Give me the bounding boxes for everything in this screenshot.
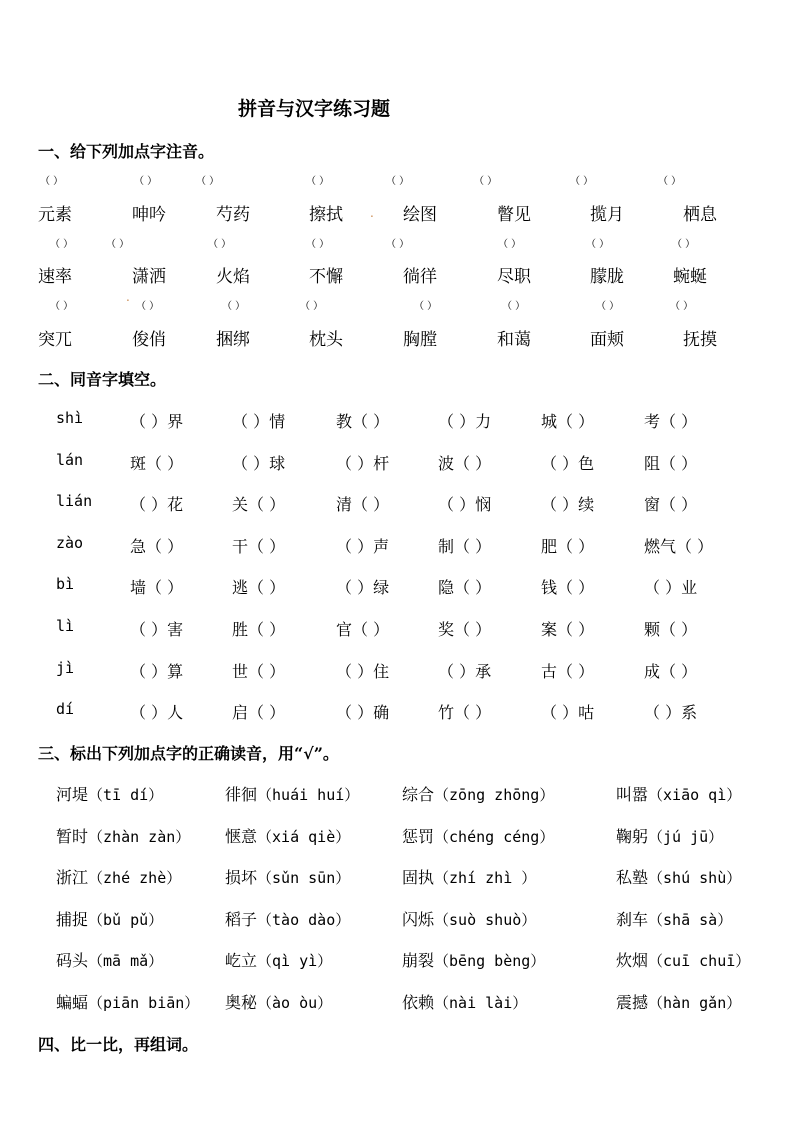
answer-paren[interactable]: （ ） (196, 176, 220, 187)
fill-blank-item[interactable]: 制（ ） (438, 537, 492, 556)
answer-paren[interactable]: （ ） (672, 239, 696, 250)
word-item: 栖息 (683, 205, 717, 225)
emphasis-dot: . (370, 206, 374, 220)
answer-paren[interactable]: （ ） (570, 176, 594, 187)
section2-heading: 二、同音字填空。 (38, 370, 167, 389)
fill-blank-item[interactable]: 案（ ） (541, 620, 595, 639)
fill-blank-item[interactable]: 波（ ） (438, 454, 492, 473)
answer-paren[interactable]: （ ） (502, 301, 526, 312)
answer-paren[interactable]: （ ） (106, 239, 130, 250)
pronunciation-word: 炊烟 (616, 951, 649, 970)
pinyin-options[interactable]: （hàn gǎn） (648, 994, 742, 1012)
word-item: 捆绑 (216, 330, 250, 350)
pronunciation-word: 浙江 (56, 868, 89, 887)
pinyin-label: lán (56, 451, 84, 469)
pinyin-label: zào (56, 534, 84, 552)
pinyin-options[interactable]: （ào òu） (257, 994, 333, 1012)
fill-blank-item[interactable]: 世（ ） (232, 662, 286, 681)
word-item: 尽职 (497, 267, 531, 287)
fill-blank-item[interactable]: （ ）杆 (336, 454, 390, 473)
pronunciation-item[interactable] (616, 907, 732, 930)
pinyin-options[interactable]: （zhí zhì ） (434, 869, 537, 887)
answer-paren[interactable]: （ ） (658, 176, 682, 187)
pinyin-label: jì (56, 659, 75, 677)
pronunciation-item[interactable] (225, 824, 350, 847)
word-item: 绘图 (403, 205, 437, 225)
word-item: 不懈 (309, 267, 343, 287)
fill-blank-item[interactable]: （ ）承 (438, 662, 492, 681)
pronunciation-item[interactable] (616, 990, 741, 1013)
fill-blank-item[interactable]: （ ）确 (336, 703, 390, 722)
pronunciation-word: 综合 (402, 785, 435, 804)
fill-blank-item[interactable]: 斑（ ） (130, 454, 184, 473)
section3-heading: 三、标出下列加点字的正确读音，用“√”。 (38, 744, 339, 763)
pronunciation-word: 鞠躬 (616, 827, 649, 846)
word-item: 抚摸 (683, 330, 717, 350)
pinyin-options[interactable]: （cuī chuī） (648, 952, 751, 970)
pronunciation-word: 暂时 (56, 827, 89, 846)
fill-blank-item[interactable]: （ ）球 (232, 454, 286, 473)
fill-blank-item[interactable]: （ ）情 (232, 412, 286, 431)
fill-blank-item[interactable]: 奖（ ） (438, 620, 492, 639)
pronunciation-word: 私塾 (616, 868, 649, 887)
word-item: 朦胧 (590, 267, 624, 287)
answer-paren[interactable]: （ ） (306, 176, 330, 187)
word-item: 速率 (38, 267, 72, 287)
pronunciation-item[interactable] (56, 948, 163, 971)
pronunciation-word: 捕捉 (56, 910, 89, 929)
pinyin-options[interactable]: （qì yì） (257, 952, 333, 970)
answer-paren[interactable]: （ ） (306, 239, 330, 250)
pinyin-options[interactable]: （sǔn sūn） (257, 869, 351, 887)
pronunciation-item[interactable] (225, 990, 332, 1013)
pronunciation-word: 奥秘 (225, 993, 258, 1012)
pronunciation-item[interactable] (56, 865, 181, 888)
pronunciation-word: 依赖 (402, 993, 435, 1012)
pronunciation-item[interactable] (616, 948, 750, 971)
word-item: 潇洒 (132, 267, 166, 287)
pronunciation-item[interactable] (225, 948, 332, 971)
answer-paren[interactable]: （ ） (136, 301, 160, 312)
pronunciation-item[interactable] (402, 907, 536, 930)
fill-blank-item[interactable]: 关（ ） (232, 495, 286, 514)
pronunciation-word: 损坏 (225, 868, 258, 887)
word-item: 蜿蜒 (673, 267, 707, 287)
word-item: 瞥见 (497, 205, 531, 225)
pronunciation-word: 徘徊 (225, 785, 258, 804)
pronunciation-item[interactable] (402, 782, 554, 805)
pronunciation-word: 码头 (56, 951, 89, 970)
word-item: 火焰 (216, 267, 250, 287)
answer-paren[interactable]: （ ） (208, 239, 232, 250)
pinyin-label: bì (56, 575, 75, 593)
pinyin-label: lián (56, 492, 93, 510)
fill-blank-item[interactable]: （ ）人 (130, 703, 184, 722)
fill-blank-item[interactable]: （ ）续 (541, 495, 595, 514)
pronunciation-word: 震撼 (616, 993, 649, 1012)
fill-blank-item[interactable]: 竹（ ） (438, 703, 492, 722)
pinyin-label: lì (56, 617, 75, 635)
pronunciation-item[interactable] (402, 865, 536, 888)
fill-blank-item[interactable]: 胜（ ） (232, 620, 286, 639)
answer-paren[interactable]: （ ） (586, 239, 610, 250)
pinyin-options[interactable]: （bǔ pǔ） (88, 911, 164, 929)
answer-paren[interactable]: （ ） (596, 301, 620, 312)
word-item: 擦拭 (309, 205, 343, 225)
answer-paren[interactable]: （ ） (386, 239, 410, 250)
pronunciation-word: 稻子 (225, 910, 258, 929)
fill-blank-item[interactable]: 墙（ ） (130, 578, 184, 597)
answer-paren[interactable]: （ ） (134, 176, 158, 187)
fill-blank-item[interactable]: 启（ ） (232, 703, 286, 722)
pinyin-options[interactable]: （xiá qiè） (257, 828, 351, 846)
section1-heading: 一、给下列加点字注音。 (38, 142, 215, 161)
pronunciation-word: 闪烁 (402, 910, 435, 929)
pinyin-options[interactable]: （piān biān） (88, 994, 200, 1012)
pinyin-options[interactable]: （jú jū） (648, 828, 724, 846)
pinyin-options[interactable]: （huái huí） (257, 786, 360, 804)
page-title: 拼音与汉字练习题 (238, 98, 391, 120)
fill-blank-item[interactable]: 逃（ ） (232, 578, 286, 597)
pronunciation-word: 崩裂 (402, 951, 435, 970)
fill-blank-item[interactable]: 干（ ） (232, 537, 286, 556)
pronunciation-word: 蝙蝠 (56, 993, 89, 1012)
answer-paren[interactable]: （ ） (40, 176, 64, 187)
fill-blank-item[interactable]: 清（ ） (336, 495, 390, 514)
fill-blank-item[interactable]: （ ）悯 (438, 495, 492, 514)
word-item: 胸膛 (403, 330, 437, 350)
pronunciation-item[interactable] (616, 782, 741, 805)
pinyin-label: shì (56, 409, 84, 427)
fill-blank-item[interactable]: （ ）色 (541, 454, 595, 473)
fill-blank-item[interactable]: 官（ ） (336, 620, 390, 639)
word-item: 枕头 (309, 330, 343, 350)
fill-blank-item[interactable]: （ ）绿 (336, 578, 390, 597)
fill-blank-item[interactable]: （ ）界 (130, 412, 184, 431)
fill-blank-item[interactable]: （ ）系 (644, 703, 698, 722)
pronunciation-word: 固执 (402, 868, 435, 887)
word-item: 面颊 (590, 330, 624, 350)
fill-blank-item[interactable]: 急（ ） (130, 537, 184, 556)
pronunciation-word: 刹车 (616, 910, 649, 929)
answer-paren[interactable]: （ ） (222, 301, 246, 312)
pronunciation-item[interactable] (225, 907, 350, 930)
fill-blank-item[interactable]: （ ）算 (130, 662, 184, 681)
answer-paren[interactable]: （ ） (386, 176, 410, 187)
fill-blank-item[interactable]: 成（ ） (644, 662, 698, 681)
fill-blank-item[interactable]: （ ）住 (336, 662, 390, 681)
fill-blank-item[interactable]: 教（ ） (336, 412, 390, 431)
word-item: 突兀 (38, 330, 72, 350)
answer-paren[interactable]: （ ） (498, 239, 522, 250)
answer-paren[interactable]: （ ） (414, 301, 438, 312)
pinyin-options[interactable]: （xiāo qì） (648, 786, 742, 804)
fill-blank-item[interactable]: 考（ ） (644, 412, 698, 431)
fill-blank-item[interactable]: 颗（ ） (644, 620, 698, 639)
fill-blank-item[interactable]: 窗（ ） (644, 495, 698, 514)
section4-heading: 四、比一比，再组词。 (38, 1035, 199, 1054)
pronunciation-item[interactable] (402, 824, 554, 847)
pronunciation-word: 惩罚 (402, 827, 435, 846)
pronunciation-item[interactable] (616, 865, 741, 888)
word-item: 徜徉 (403, 267, 437, 287)
pinyin-options[interactable]: （zōng zhōng） (434, 786, 555, 804)
pronunciation-item[interactable] (225, 865, 350, 888)
fill-blank-item[interactable]: （ ）声 (336, 537, 390, 556)
pinyin-label: dí (56, 700, 75, 718)
word-item: 和蔼 (497, 330, 531, 350)
answer-paren[interactable]: （ ） (670, 301, 694, 312)
answer-paren[interactable]: （ ） (50, 239, 74, 250)
word-item: 芍药 (216, 205, 250, 225)
pinyin-options[interactable]: （tī dí） (88, 786, 164, 804)
word-item: 元素 (38, 205, 72, 225)
fill-blank-item[interactable]: 肥（ ） (541, 537, 595, 556)
pinyin-options[interactable]: （shú shù） (648, 869, 742, 887)
pronunciation-item[interactable] (402, 948, 545, 971)
pinyin-options[interactable]: （shā sà） (648, 911, 733, 929)
pronunciation-word: 惬意 (225, 827, 258, 846)
pronunciation-word: 叫嚣 (616, 785, 649, 804)
answer-paren[interactable]: （ ） (50, 301, 74, 312)
word-item: 呻吟 (132, 205, 166, 225)
fill-blank-item[interactable]: 燃气（ ） (644, 537, 714, 556)
fill-blank-item[interactable]: （ ）咕 (541, 703, 595, 722)
fill-blank-item[interactable]: 阻（ ） (644, 454, 698, 473)
pinyin-options[interactable]: （mā mǎ） (88, 952, 164, 970)
pinyin-options[interactable]: （zhàn zàn） (88, 828, 191, 846)
pinyin-options[interactable]: （chéng céng） (434, 828, 555, 846)
fill-blank-item[interactable]: （ ）业 (644, 578, 698, 597)
fill-blank-item[interactable]: （ ）花 (130, 495, 184, 514)
pronunciation-item[interactable] (56, 990, 199, 1013)
pinyin-options[interactable]: （tào dào） (257, 911, 351, 929)
answer-paren[interactable]: （ ） (300, 301, 324, 312)
fill-blank-item[interactable]: 钱（ ） (541, 578, 595, 597)
fill-blank-item[interactable]: 城（ ） (541, 412, 595, 431)
pronunciation-word: 河堤 (56, 785, 89, 804)
pronunciation-item[interactable] (56, 824, 190, 847)
word-item: 揽月 (590, 205, 624, 225)
word-item: 俊俏 (132, 330, 166, 350)
pronunciation-item[interactable] (225, 782, 359, 805)
pronunciation-item[interactable] (56, 907, 163, 930)
pronunciation-word: 屹立 (225, 951, 258, 970)
pinyin-options[interactable]: （bēng bèng） (434, 952, 546, 970)
pronunciation-item[interactable] (616, 824, 723, 847)
pinyin-options[interactable]: （zhé zhè） (88, 869, 182, 887)
answer-paren[interactable]: （ ） (474, 176, 498, 187)
pronunciation-item[interactable] (56, 782, 163, 805)
pronunciation-item[interactable] (402, 990, 527, 1013)
fill-blank-item[interactable]: 隐（ ） (438, 578, 492, 597)
fill-blank-item[interactable]: （ ）害 (130, 620, 184, 639)
fill-blank-item[interactable]: 古（ ） (541, 662, 595, 681)
pinyin-options[interactable]: （suò shuò） (434, 911, 537, 929)
emphasis-dot: . (126, 290, 130, 304)
fill-blank-item[interactable]: （ ）力 (438, 412, 492, 431)
pinyin-options[interactable]: （nài lài） (434, 994, 528, 1012)
